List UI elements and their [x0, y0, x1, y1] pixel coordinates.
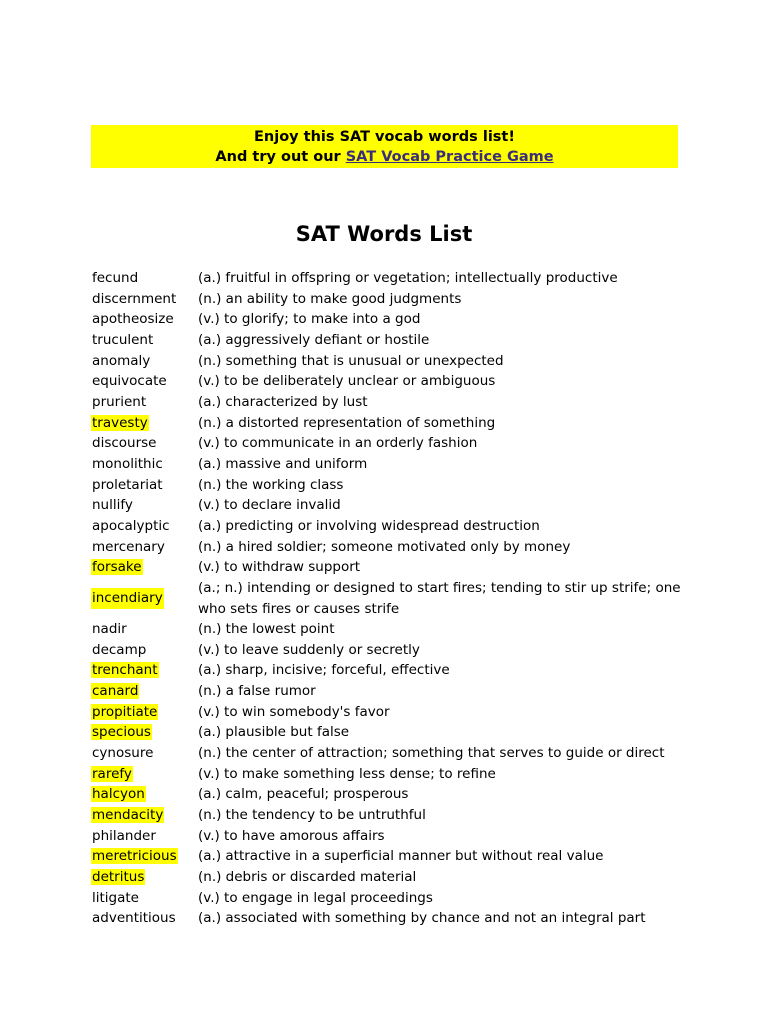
- word-row: [91, 784, 691, 805]
- word-term: [91, 454, 198, 475]
- word-row: [91, 454, 691, 475]
- word-definition: (a.) fruitful in offspring or vegetation; intellectually productive: [198, 270, 618, 286]
- word-row: [91, 413, 691, 434]
- word-text: monolithic: [92, 455, 163, 472]
- word-term: [91, 371, 198, 392]
- word-row: [91, 681, 691, 702]
- word-row: [91, 660, 691, 681]
- word-definition: (v.) to be deliberately unclear or ambiguous: [198, 373, 496, 390]
- word-row: [91, 268, 691, 289]
- word-definition: (a.; n.) intending or designed to start fires; tending to stir up strife; one who sets fires or causes strife: [198, 579, 681, 617]
- word-term: [91, 640, 198, 661]
- word-definition: (v.) to leave suddenly or secretly: [198, 641, 420, 658]
- word-definition: (n.) the lowest point: [198, 621, 335, 638]
- word-term: [91, 351, 198, 372]
- word-definition: (a.) associated with something by chance and not an integral part: [198, 910, 646, 927]
- word-row: [91, 640, 691, 661]
- banner-line-2: [91, 147, 678, 167]
- word-term: [91, 722, 198, 743]
- word-term: [91, 784, 198, 805]
- word-definition: (v.) to glorify; to make into a god: [198, 311, 421, 328]
- word-row: [91, 330, 691, 351]
- promo-banner: [91, 125, 678, 168]
- word-text: anomaly: [92, 352, 151, 369]
- highlighted-word: travesty: [92, 414, 148, 431]
- highlighted-word: specious: [92, 724, 151, 741]
- word-definition: (a.) plausible but false: [198, 724, 350, 741]
- word-term: [91, 908, 198, 929]
- word-term: [91, 268, 198, 289]
- highlighted-word: propitiate: [92, 703, 158, 720]
- word-text: nullify: [92, 497, 133, 514]
- word-row: [91, 433, 691, 454]
- word-definition: (v.) to withdraw support: [198, 559, 361, 576]
- word-row: [91, 309, 691, 330]
- word-term: [91, 660, 198, 681]
- word-row: [91, 908, 691, 929]
- word-term: [91, 619, 198, 640]
- word-definition: (a.) aggressively defiant or hostile: [198, 331, 430, 348]
- word-term: [91, 330, 198, 351]
- word-term: [91, 764, 198, 785]
- word-text: apotheosize: [92, 311, 174, 328]
- word-row: [91, 371, 691, 392]
- word-definition: (n.) something that is unusual or unexpected: [198, 352, 504, 369]
- word-definition: (a.) calm, peaceful; prosperous: [198, 786, 409, 803]
- word-definition: (a.) sharp, incisive; forceful, effective: [198, 662, 450, 679]
- highlighted-word: forsake: [92, 559, 142, 576]
- word-term: [91, 805, 198, 826]
- word-term: [91, 309, 198, 330]
- word-term: [91, 495, 198, 516]
- word-definition: (n.) a hired soldier; someone motivated only by money: [198, 538, 571, 555]
- word-term: [91, 289, 198, 310]
- word-row: [91, 578, 691, 619]
- word-row: [91, 289, 691, 310]
- word-term: [91, 826, 198, 847]
- word-definition: (n.) the center of attraction; something that serves to guide or direct: [198, 745, 665, 762]
- word-row: [91, 619, 691, 640]
- word-row: [91, 867, 691, 888]
- word-text: proletariat: [92, 476, 163, 493]
- word-row: [91, 764, 691, 785]
- highlighted-word: rarefy: [92, 765, 132, 782]
- word-row: [91, 826, 691, 847]
- word-row: [91, 392, 691, 413]
- word-definition: (n.) debris or discarded material: [198, 869, 417, 886]
- word-term: [91, 557, 198, 578]
- banner-line-1: Enjoy this SAT vocab words list!: [254, 129, 515, 145]
- word-definition: (n.) an ability to make good judgments: [198, 290, 462, 307]
- word-row: [91, 805, 691, 826]
- word-text: philander: [92, 827, 156, 844]
- word-definition: (n.) the working class: [198, 476, 344, 493]
- word-row: [91, 557, 691, 578]
- word-row: [91, 702, 691, 723]
- word-term: [91, 578, 198, 619]
- word-definition: (v.) to communicate in an orderly fashion: [198, 435, 478, 452]
- word-list: [91, 268, 691, 929]
- word-text: mercenary: [92, 538, 165, 555]
- word-text: cynosure: [92, 745, 154, 762]
- highlighted-word: canard: [92, 683, 139, 700]
- highlighted-word: trenchant: [92, 662, 158, 679]
- vocab-practice-game-link[interactable]: SAT Vocab Practice Game: [345, 149, 554, 165]
- word-term: [91, 867, 198, 888]
- word-text: nadir: [92, 621, 127, 638]
- word-definition: (n.) the tendency to be untruthful: [198, 807, 426, 824]
- banner-line-2-prefix: And try out our: [215, 149, 346, 165]
- word-row: [91, 846, 691, 867]
- word-term: [91, 681, 198, 702]
- word-term: [91, 743, 198, 764]
- highlighted-word: halcyon: [92, 786, 145, 803]
- word-row: [91, 516, 691, 537]
- word-term: [91, 888, 198, 909]
- word-definition: (n.) a false rumor: [198, 683, 316, 700]
- word-text: apocalyptic: [92, 517, 170, 534]
- word-row: [91, 722, 691, 743]
- word-text: prurient: [92, 393, 147, 410]
- word-term: [91, 392, 198, 413]
- word-text: discourse: [92, 435, 157, 452]
- word-definition: (a.) attractive in a superficial manner but without real value: [198, 848, 604, 865]
- word-term: [91, 846, 198, 867]
- word-text: litigate: [92, 889, 139, 906]
- highlighted-word: mendacity: [92, 807, 164, 824]
- highlighted-word: meretricious: [92, 848, 177, 865]
- word-row: [91, 495, 691, 516]
- word-text: discernment: [92, 290, 177, 307]
- word-row: [91, 537, 691, 558]
- word-term: [91, 537, 198, 558]
- word-text: equivocate: [92, 373, 167, 390]
- word-term: [91, 433, 198, 454]
- word-definition: (v.) to have amorous affairs: [198, 827, 385, 844]
- word-definition: (a.) characterized by lust: [198, 393, 368, 410]
- word-definition: (a.) predicting or involving widespread destruction: [198, 517, 540, 534]
- word-row: [91, 888, 691, 909]
- word-term: [91, 702, 198, 723]
- word-text: adventitious: [92, 910, 176, 927]
- word-text: fecund: [92, 270, 139, 286]
- word-row: [91, 351, 691, 372]
- word-row: [91, 475, 691, 496]
- word-text: truculent: [92, 331, 154, 348]
- word-definition: (n.) a distorted representation of something: [198, 414, 496, 431]
- word-text: decamp: [92, 641, 147, 658]
- highlighted-word: detritus: [92, 869, 145, 886]
- word-definition: (v.) to declare invalid: [198, 497, 341, 514]
- word-definition: (v.) to engage in legal proceedings: [198, 889, 433, 906]
- word-term: [91, 516, 198, 537]
- word-definition: (v.) to win somebody's favor: [198, 703, 390, 720]
- page-title: SAT Words List: [295, 222, 473, 246]
- highlighted-word: incendiary: [91, 588, 164, 609]
- word-row: [91, 743, 691, 764]
- word-definition: (a.) massive and uniform: [198, 455, 368, 472]
- word-term: [91, 413, 198, 434]
- word-definition: (v.) to make something less dense; to refine: [198, 765, 496, 782]
- word-term: [91, 475, 198, 496]
